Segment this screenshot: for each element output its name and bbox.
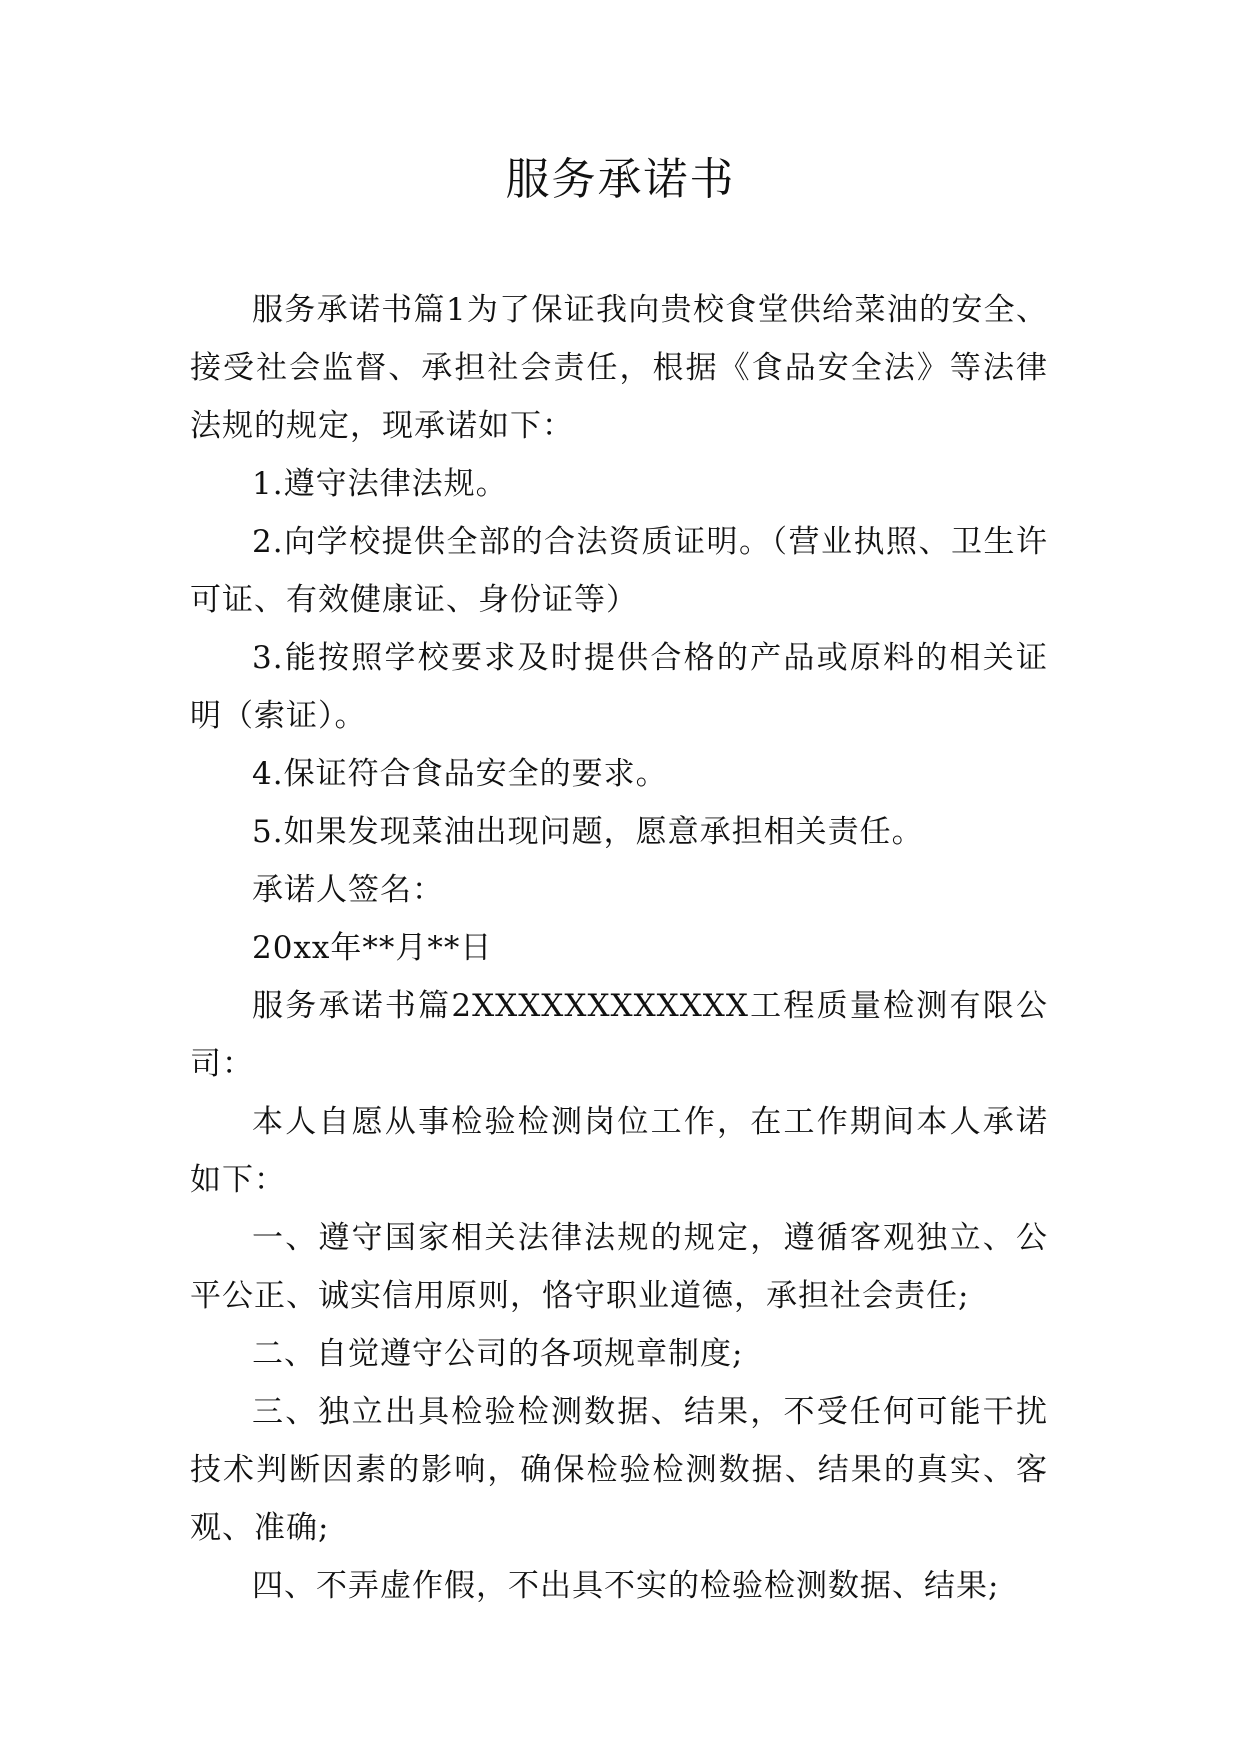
document-body [190,281,1048,1615]
paragraph-section-2-intro: 本人自愿从事检验检测岗位工作，在工作期间本人承诺如下： [190,1104,1048,1198]
paragraph-item-2: 2.向学校提供全部的合法资质证明。（营业执照、卫生许可证、有效健康证、身份证等） [190,524,1048,618]
signature-line: 承诺人签名： [252,872,444,908]
paragraph-pledge-1: 一、遵守国家相关法律法规的规定，遵循客观独立、公平公正、诚实信用原则，恪守职业道德，承担社会责任; [190,1220,1048,1314]
paragraph-section-2-heading: 服务承诺书篇2XXXXXXXXXXXX工程质量检测有限公司： [190,988,1048,1082]
paragraph-intro: 服务承诺书篇1为了保证我向贵校食堂供给菜油的安全、接受社会监督、承担社会责任，根据《食品安全法》等法律法规的规定，现承诺如下： [190,292,1048,444]
paragraph-pledge-3: 三、独立出具检验检测数据、结果，不受任何可能干扰技术判断因素的影响，确保检验检测数据、结果的真实、客观、准确; [190,1394,1048,1546]
paragraph-item-5: 5.如果发现菜油出现问题，愿意承担相关责任。 [252,814,924,850]
paragraph-item-4: 4.保证符合食品安全的要求。 [252,756,668,792]
date-line: 20xx年**月**日 [252,930,493,966]
paragraph-item-1: 1.遵守法律法规。 [252,466,508,502]
paragraph-item-3: 3.能按照学校要求及时提供合格的产品或原料的相关证明（索证）。 [190,640,1048,734]
paragraph-pledge-2: 二、自觉遵守公司的各项规章制度; [252,1336,744,1372]
document-title: 服务承诺书 [505,154,736,205]
paragraph-pledge-4: 四、不弄虚作假，不出具不实的检验检测数据、结果; [252,1568,1000,1604]
